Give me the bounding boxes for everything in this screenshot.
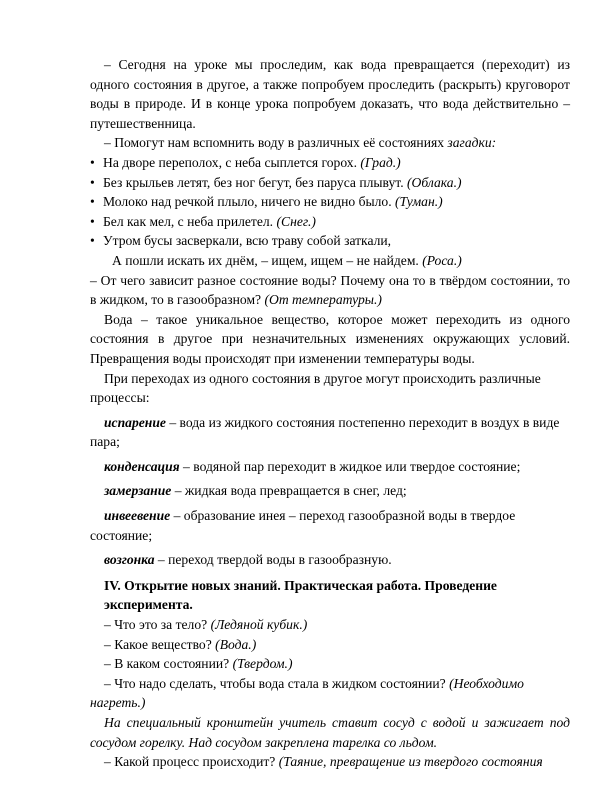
riddle-answer: (Снег.)	[276, 213, 316, 229]
dialog-line	[90, 635, 570, 655]
term-name: испарение	[104, 414, 166, 430]
dialog-question: – Что это за тело?	[104, 617, 211, 633]
dialog-question: – Какой процесс происходит?	[104, 754, 279, 770]
riddle-text: Бел как мел, с неба прилетел.	[103, 213, 277, 229]
section-heading: IV. Открытие новых знаний. Практическая работа. Проведение эксперимента.	[104, 577, 497, 613]
riddle-text: Утром бусы засверкали, всю траву собой заткали,	[103, 233, 392, 249]
term-definition: – вода из жидкого состояния постепенно переходит в воздух в виде пара;	[90, 414, 560, 450]
question-answer: (От температуры.)	[264, 292, 382, 308]
dialog-answer: (Вода.)	[215, 636, 257, 652]
term-definition: – водяной пар переходит в жидкое или твердое состояние;	[179, 458, 521, 474]
dialog-line	[90, 752, 570, 772]
term-item	[90, 481, 570, 501]
riddle-text: Молоко над речкой плыло, ничего не видно было.	[103, 194, 396, 210]
riddles-intro	[90, 133, 570, 153]
term-name: инвеевение	[104, 508, 171, 524]
riddle-item	[90, 231, 570, 251]
question-paragraph	[90, 271, 570, 310]
term-name: конденсация	[104, 458, 180, 474]
riddles-intro-italic: загадки:	[447, 135, 497, 151]
explain-paragraph: Вода – такое уникальное вещество, которое может переходить из одного состояния в другое при незначительных изменениях окружающих условий. Превращения воды происходят при изменении температуры воды.	[90, 311, 570, 366]
dialog-line	[90, 674, 570, 713]
riddles-intro-text: – Помогут нам вспомнить воду в различных её состояниях	[104, 135, 448, 151]
riddle-continuation	[90, 251, 570, 271]
riddle-item	[90, 153, 570, 173]
riddle-answer: (Облака.)	[407, 174, 462, 190]
riddle-item	[90, 192, 570, 212]
dialog-question: – Какое вещество?	[104, 636, 216, 652]
experiment-description: На специальный кронштейн учитель ставит сосуд с водой и зажигает под сосудом горелку. Над сосудом закреплена тарелка со льдом.	[90, 715, 570, 750]
riddle-answer: (Туман.)	[395, 194, 443, 210]
riddle-answer: (Град.)	[360, 154, 401, 170]
dialog-question: – Что надо сделать, чтобы вода стала в жидком состоянии?	[104, 675, 450, 691]
dialog-line	[90, 654, 570, 674]
riddle-answer: (Роса.)	[422, 252, 462, 268]
term-name: возгонка	[104, 552, 155, 568]
dialog-answer: (Ледяной кубик.)	[210, 617, 308, 633]
term-item	[90, 550, 570, 570]
riddle-text: А пошли искать их днём, – ищем, ищем – не найдем.	[112, 252, 423, 268]
term-item	[90, 506, 570, 545]
riddle-text: На дворе переполох, с неба сыплется горох.	[103, 154, 361, 170]
riddle-item	[90, 173, 570, 193]
dialog-answer: (Твердом.)	[232, 656, 293, 672]
dialog-answer: (Таяние, превращение из твердого состояния	[278, 754, 543, 770]
term-definition: – образование инея – переход газообразной воды в твердое состояние;	[90, 508, 516, 543]
intro-paragraph: – Сегодня на уроке мы проследим, как вода превращается (переходит) из одного состояния в другое, а также попробуем проследить (раскрыть) круговорот воды в природе. И в конце урока попробуем доказать, что вода действительно – путешественница.	[90, 57, 570, 131]
dialog-answer: (Необходимо нагреть.)	[90, 675, 524, 711]
dialog-line	[90, 615, 570, 635]
term-item	[90, 457, 570, 477]
term-name: замерзание	[104, 483, 172, 499]
dialog-question: – В каком состоянии?	[104, 656, 233, 672]
term-definition: – переход твердой воды в газообразную.	[154, 552, 392, 568]
question-text: – От чего зависит разное состояние воды? Почему она то в твёрдом состоянии, то в жидком, то в газообразном?	[90, 272, 570, 308]
term-item	[90, 413, 570, 452]
riddle-item	[90, 212, 570, 232]
document-body	[90, 55, 570, 772]
processes-intro: При переходах из одного состояния в другое могут происходить различные процессы:	[90, 370, 541, 406]
riddle-text: Без крыльев летят, без ног бегут, без паруса плывут.	[103, 174, 408, 190]
term-definition: – жидкая вода превращается в снег, лед;	[171, 483, 407, 499]
